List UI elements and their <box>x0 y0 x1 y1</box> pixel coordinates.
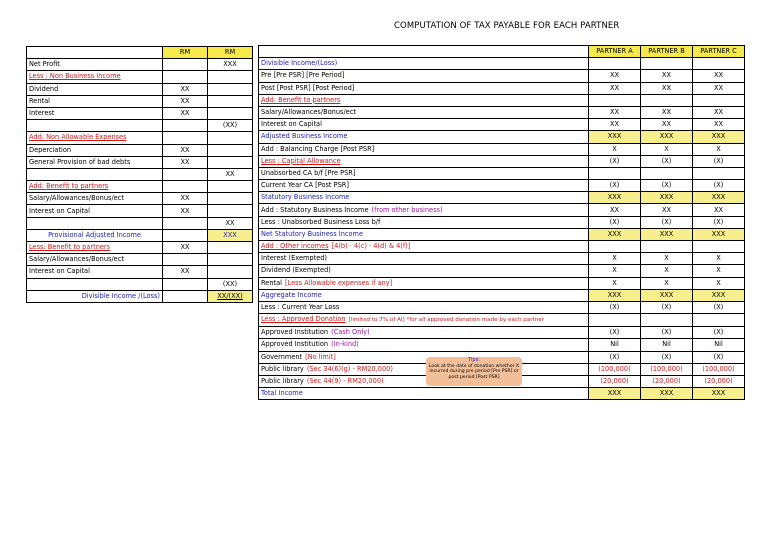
left-row-col1: XX <box>163 95 208 107</box>
right-row-partner-c: XX <box>693 204 745 216</box>
right-row-partner-a <box>589 241 641 253</box>
left-row-label <box>27 168 163 180</box>
right-row <box>259 204 745 216</box>
left-row-col2 <box>208 254 253 266</box>
right-row-partner-c <box>693 314 745 327</box>
left-row-col2 <box>208 156 253 168</box>
right-row-partner-b <box>641 58 693 70</box>
right-row-partner-c: (X) <box>693 180 745 192</box>
right-row-partner-a: (100,000) <box>589 363 641 375</box>
left-row-col2 <box>208 107 253 119</box>
right-row-label <box>259 351 589 363</box>
right-row-partner-b: XXX <box>641 228 693 240</box>
right-row-label <box>259 143 589 155</box>
left-row-col1 <box>163 120 208 132</box>
right-row-label <box>259 339 589 351</box>
right-row-partner-a: (X) <box>589 301 641 313</box>
right-row-label-text: Less : Capital Allowance <box>261 156 341 165</box>
left-row <box>27 242 253 254</box>
right-row-partner-c: (X) <box>693 301 745 313</box>
left-row <box>27 266 253 278</box>
right-row-label <box>259 58 589 70</box>
right-row-label <box>259 327 589 339</box>
right-row-label-text: Total Income <box>261 389 303 398</box>
right-row-partner-a: XXX <box>589 289 641 301</box>
page-title: COMPUTATION OF TAX PAYABLE FOR EACH PARTNER <box>394 21 620 31</box>
right-row-partner-c: (X) <box>693 155 745 167</box>
left-row-col1 <box>163 181 208 193</box>
right-row-partner-c: XX <box>693 106 745 118</box>
right-row-partner-b <box>641 314 693 327</box>
right-row-partner-c: XX <box>693 119 745 131</box>
right-row-partner-a: XXX <box>589 192 641 204</box>
left-row-label <box>27 156 163 168</box>
left-row-label <box>27 181 163 193</box>
left-row-label-text: Less : Non Business Income <box>29 72 121 81</box>
right-row-label <box>259 314 589 327</box>
right-row-partner-a: (20,000) <box>589 375 641 387</box>
left-row-label <box>27 242 163 254</box>
right-row-partner-b: XXX <box>641 388 693 400</box>
right-row-partner-c: X <box>693 265 745 277</box>
left-row-label <box>27 205 163 217</box>
right-row-label <box>259 204 589 216</box>
right-row-partner-c <box>693 94 745 106</box>
right-row-partner-c: (X) <box>693 351 745 363</box>
left-row-col2: XX/(XX) <box>208 290 253 302</box>
right-row <box>259 301 745 313</box>
right-row-partner-c <box>693 241 745 253</box>
right-row-label <box>259 180 589 192</box>
left-row <box>27 217 253 229</box>
left-row-col1 <box>163 59 208 71</box>
right-row-label-text: Pre [Pre PSR] [Pre Period] <box>261 71 345 80</box>
right-row-label-text: Less : Unabsorbed Business Loss b/f <box>261 217 381 226</box>
right-row <box>259 253 745 265</box>
right-row-label-note: (Cash Only) <box>331 328 370 337</box>
right-row <box>259 277 745 289</box>
left-row <box>27 193 253 205</box>
right-row <box>259 106 745 118</box>
right-row-partner-b: XXX <box>641 192 693 204</box>
right-row-partner-b <box>641 241 693 253</box>
right-row-partner-b: XX <box>641 82 693 94</box>
header-partner-a: PARTNER A <box>589 46 641 58</box>
left-row <box>27 144 253 156</box>
left-row-col1 <box>163 254 208 266</box>
right-row-label-note: [No limit] <box>305 352 336 361</box>
left-header-blank <box>27 47 163 59</box>
left-row-label-text: Net Profit <box>29 60 60 69</box>
right-row-partner-a: XX <box>589 70 641 82</box>
left-row-label-text: Divisible Income /(Loss) <box>81 291 160 300</box>
left-row-label-text: Rental <box>29 96 50 105</box>
left-row-col2: (XX) <box>208 278 253 290</box>
right-row-label-note: (Sec 34(6)(g) - RM20,000) <box>306 364 393 373</box>
right-row-partner-b: X <box>641 143 693 155</box>
left-row-col2 <box>208 144 253 156</box>
right-row-label-text: Aggregate Income <box>261 290 322 299</box>
right-row-label-text: Divisible Income/(Loss) <box>261 59 338 68</box>
tips-body: Look at the date of donation whether it incurred during pre period [Pre PSR] or post period [Post PSR] <box>428 363 520 380</box>
right-row-partner-c: (X) <box>693 327 745 339</box>
left-row <box>27 156 253 168</box>
right-row-partner-b: (X) <box>641 216 693 228</box>
left-row <box>27 59 253 71</box>
left-row-col1: XX <box>163 193 208 205</box>
left-row-label <box>27 254 163 266</box>
left-row-col2 <box>208 193 253 205</box>
left-row-col2: (XX) <box>208 120 253 132</box>
right-row <box>259 167 745 179</box>
right-row-label-text: Rental <box>261 278 282 287</box>
right-row-partner-a: X <box>589 253 641 265</box>
left-row-label-text: Salary/Allowances/Bonus/ect <box>29 194 124 203</box>
right-row-partner-c: XXX <box>693 131 745 143</box>
right-row <box>259 82 745 94</box>
right-row-label <box>259 106 589 118</box>
right-row-label-text: Unabsorbed CA b/f [Pre PSR] <box>261 168 356 177</box>
left-row <box>27 254 253 266</box>
right-row-label <box>259 216 589 228</box>
left-row-label <box>27 132 163 144</box>
right-row-partner-b: XX <box>641 106 693 118</box>
right-row-partner-b: (100,000) <box>641 363 693 375</box>
right-row <box>259 143 745 155</box>
right-row-partner-a <box>589 58 641 70</box>
right-row-label <box>259 119 589 131</box>
right-row <box>259 70 745 82</box>
right-row <box>259 327 745 339</box>
tips-note <box>426 357 522 386</box>
right-row-label-text: Add : Statutory Business Income <box>261 205 369 214</box>
right-row <box>259 265 745 277</box>
right-row-label-text: Less : Approved Donation <box>261 315 346 324</box>
right-row-label-text: Interest (Exempted) <box>261 254 328 263</box>
right-row-partner-b: X <box>641 277 693 289</box>
right-row-label-text: Add: Benefit to partners <box>261 95 341 104</box>
right-row-partner-c: XXX <box>693 388 745 400</box>
left-row-col2 <box>208 95 253 107</box>
left-row-col1 <box>163 168 208 180</box>
right-row <box>259 131 745 143</box>
right-row-partner-c: XX <box>693 82 745 94</box>
right-row-label-text: Public library <box>261 376 304 385</box>
left-row <box>27 107 253 119</box>
divisible-income-table <box>26 46 253 303</box>
right-row-label-note: (Sec 44(9) - RM20,000) <box>306 376 384 385</box>
right-row-label-text: Add : Other incomes <box>261 242 329 251</box>
left-row-col2 <box>208 242 253 254</box>
left-row-label <box>27 278 163 290</box>
partner-tax-table <box>258 45 745 400</box>
right-row-label <box>259 375 589 387</box>
right-row-label-note: (In-kind) <box>331 340 359 349</box>
left-row-label <box>27 59 163 71</box>
left-header-rm-2: RM <box>208 47 253 59</box>
right-row <box>259 388 745 400</box>
right-row-label <box>259 301 589 313</box>
left-row <box>27 120 253 132</box>
right-row-partner-b: (X) <box>641 327 693 339</box>
left-row-col2: XXX <box>208 229 253 241</box>
header-partner-b: PARTNER B <box>641 46 693 58</box>
right-row <box>259 289 745 301</box>
left-row <box>27 168 253 180</box>
right-row-partner-c: XXX <box>693 192 745 204</box>
right-row-label-text: Public library <box>261 364 304 373</box>
right-row-partner-a: (X) <box>589 155 641 167</box>
right-row-partner-c: X <box>693 277 745 289</box>
right-row-label-note: [limited to 7% of AI] *for all approved donation made by each partner <box>348 317 545 324</box>
right-row-label-note: (from other business) <box>371 205 443 214</box>
left-row-label <box>27 120 163 132</box>
right-row-partner-a: (X) <box>589 351 641 363</box>
left-row-col1 <box>163 217 208 229</box>
left-row-label <box>27 71 163 83</box>
right-row-label-text: Approved Institution <box>261 328 329 337</box>
right-row-partner-b: (20,000) <box>641 375 693 387</box>
right-row-partner-a: XXX <box>589 388 641 400</box>
right-row-partner-c: XXX <box>693 228 745 240</box>
right-row-partner-b: XXX <box>641 289 693 301</box>
right-row-partner-a: X <box>589 143 641 155</box>
left-row <box>27 229 253 241</box>
right-header-row <box>259 46 745 58</box>
right-row-partner-c: X <box>693 253 745 265</box>
left-row-col1: XX <box>163 205 208 217</box>
right-row-label-text: Approved Institution <box>261 340 329 349</box>
right-header-blank <box>259 46 589 58</box>
left-header-rm-1: RM <box>163 47 208 59</box>
right-row-label <box>259 131 589 143</box>
right-row-label-text: Current Year CA [Post PSR] <box>261 181 349 190</box>
left-row-label-text: Interest on Capital <box>29 206 90 215</box>
left-row <box>27 181 253 193</box>
left-row-col1: XX <box>163 83 208 95</box>
right-row-label-text: Statutory Business Income <box>261 193 350 202</box>
left-row-label <box>27 83 163 95</box>
left-row-label <box>27 217 163 229</box>
left-row-label <box>27 290 163 302</box>
right-row-partner-a: XXX <box>589 228 641 240</box>
left-row <box>27 83 253 95</box>
right-row-label <box>259 363 589 375</box>
right-row <box>259 216 745 228</box>
right-row <box>259 241 745 253</box>
right-row <box>259 314 745 327</box>
left-row-label <box>27 95 163 107</box>
right-row-partner-a: X <box>589 265 641 277</box>
left-row-col1: XX <box>163 156 208 168</box>
right-row-label-text: Post [Post PSR] [Post Period] <box>261 83 355 92</box>
right-row-partner-b: XX <box>641 204 693 216</box>
right-row-partner-b: (X) <box>641 155 693 167</box>
right-row-partner-b: XX <box>641 119 693 131</box>
right-row-partner-b <box>641 167 693 179</box>
left-row-col2: XX <box>208 168 253 180</box>
right-row-partner-c: (100,000) <box>693 363 745 375</box>
left-row-col1: XX <box>163 144 208 156</box>
right-row-label <box>259 82 589 94</box>
right-row-label <box>259 388 589 400</box>
left-row-label <box>27 266 163 278</box>
left-row-col1 <box>163 132 208 144</box>
left-row-label-text: Dividend <box>29 84 59 93</box>
left-row-col1: XX <box>163 266 208 278</box>
right-row-label <box>259 167 589 179</box>
header-partner-c: PARTNER C <box>693 46 745 58</box>
right-row-partner-a: Nil <box>589 339 641 351</box>
right-row-partner-c: XX <box>693 70 745 82</box>
left-row <box>27 290 253 302</box>
right-row-partner-a <box>589 94 641 106</box>
right-row-partner-a: (X) <box>589 216 641 228</box>
left-row-label <box>27 107 163 119</box>
left-header-row <box>27 47 253 59</box>
right-row-partner-c: XXX <box>693 289 745 301</box>
right-row-partner-a: XX <box>589 119 641 131</box>
right-row-partner-b: XX <box>641 70 693 82</box>
left-row-label <box>27 193 163 205</box>
right-row-partner-c <box>693 58 745 70</box>
left-row-col2 <box>208 205 253 217</box>
right-row-partner-a: (X) <box>589 327 641 339</box>
right-row-partner-b: XXX <box>641 131 693 143</box>
right-row-partner-b: X <box>641 265 693 277</box>
right-row-partner-a <box>589 167 641 179</box>
right-row-partner-a: XX <box>589 82 641 94</box>
left-row-col2 <box>208 266 253 278</box>
right-row-label <box>259 228 589 240</box>
right-row-partner-b: Nil <box>641 339 693 351</box>
left-row <box>27 205 253 217</box>
left-row-col1: XX <box>163 242 208 254</box>
right-row-label-text: Net Statutory Business Income <box>261 229 364 238</box>
right-row-partner-c <box>693 167 745 179</box>
left-row <box>27 132 253 144</box>
right-row-partner-a: X <box>589 277 641 289</box>
right-row <box>259 58 745 70</box>
right-row <box>259 119 745 131</box>
left-row-label-text: Salary/Allowances/Bonus/ect <box>29 255 124 264</box>
right-row-label <box>259 94 589 106</box>
left-row-col2: XXX <box>208 59 253 71</box>
left-row-label-text: Add: Benefit to partners <box>29 182 109 191</box>
right-row-label <box>259 155 589 167</box>
left-row-label <box>27 229 163 241</box>
right-row-label-text: Add : Balancing Charge [Post PSR] <box>261 144 375 153</box>
right-row-partner-b <box>641 94 693 106</box>
right-row-partner-a: (X) <box>589 180 641 192</box>
right-row-label <box>259 289 589 301</box>
right-row-partner-a <box>589 314 641 327</box>
left-row <box>27 71 253 83</box>
right-row-partner-a: XX <box>589 204 641 216</box>
right-row-partner-b: (X) <box>641 180 693 192</box>
right-row-label-note: [4(b) · 4(c) · 4(d) & 4(f)] <box>331 242 411 251</box>
left-row-label-text: Deperciation <box>29 145 72 154</box>
right-row <box>259 180 745 192</box>
left-row-col2 <box>208 71 253 83</box>
right-row-label-text: Dividend (Exempted) <box>261 266 331 275</box>
left-row-col1 <box>163 229 208 241</box>
left-row-col2: XX <box>208 217 253 229</box>
right-row-label <box>259 70 589 82</box>
left-row-col1 <box>163 71 208 83</box>
left-row-col2 <box>208 83 253 95</box>
left-row-col2 <box>208 132 253 144</box>
tips-title: Tips: <box>468 357 480 363</box>
left-row-col1 <box>163 278 208 290</box>
right-row-label-note: [Less Allowable expenses if any] <box>284 278 393 287</box>
left-row <box>27 278 253 290</box>
right-row <box>259 155 745 167</box>
right-row-label <box>259 265 589 277</box>
left-row-label-text: General Provision of bad debts <box>29 157 131 166</box>
right-row-partner-c: (20,000) <box>693 375 745 387</box>
right-row <box>259 339 745 351</box>
right-row-label <box>259 253 589 265</box>
right-row-partner-c: Nil <box>693 339 745 351</box>
right-row-partner-a: XXX <box>589 131 641 143</box>
left-row-label-text: Interest on Capital <box>29 267 90 276</box>
left-row <box>27 95 253 107</box>
right-row <box>259 228 745 240</box>
right-row-partner-b: (X) <box>641 351 693 363</box>
left-row-col1 <box>163 290 208 302</box>
right-row-partner-b: X <box>641 253 693 265</box>
left-row-label <box>27 144 163 156</box>
right-row-label <box>259 241 589 253</box>
right-row-label-text: Interest on Capital <box>261 120 322 129</box>
right-row-partner-a: XX <box>589 106 641 118</box>
right-row-partner-c: X <box>693 143 745 155</box>
right-row <box>259 192 745 204</box>
left-row-label-text: Add: Non Allowable Expenses <box>29 133 127 142</box>
right-row-partner-b: (X) <box>641 301 693 313</box>
right-row-label-text: Adjusted Business Income <box>261 132 348 141</box>
left-row-label-text: Interest <box>29 109 55 118</box>
right-row <box>259 94 745 106</box>
left-row-col2 <box>208 181 253 193</box>
right-row-label <box>259 277 589 289</box>
right-row-label-text: Less : Current Year Loss <box>261 303 340 312</box>
left-row-col1: XX <box>163 107 208 119</box>
left-row-label-text: Provisional Adjusted Income <box>48 230 141 239</box>
right-row-partner-c: (X) <box>693 216 745 228</box>
left-row-label-text: Less: Benefit to partners <box>29 243 111 252</box>
right-row-label-text: Government <box>261 352 303 361</box>
right-row-label-text: Salary/Allowances/Bonus/ect <box>261 108 356 117</box>
right-row-label <box>259 192 589 204</box>
